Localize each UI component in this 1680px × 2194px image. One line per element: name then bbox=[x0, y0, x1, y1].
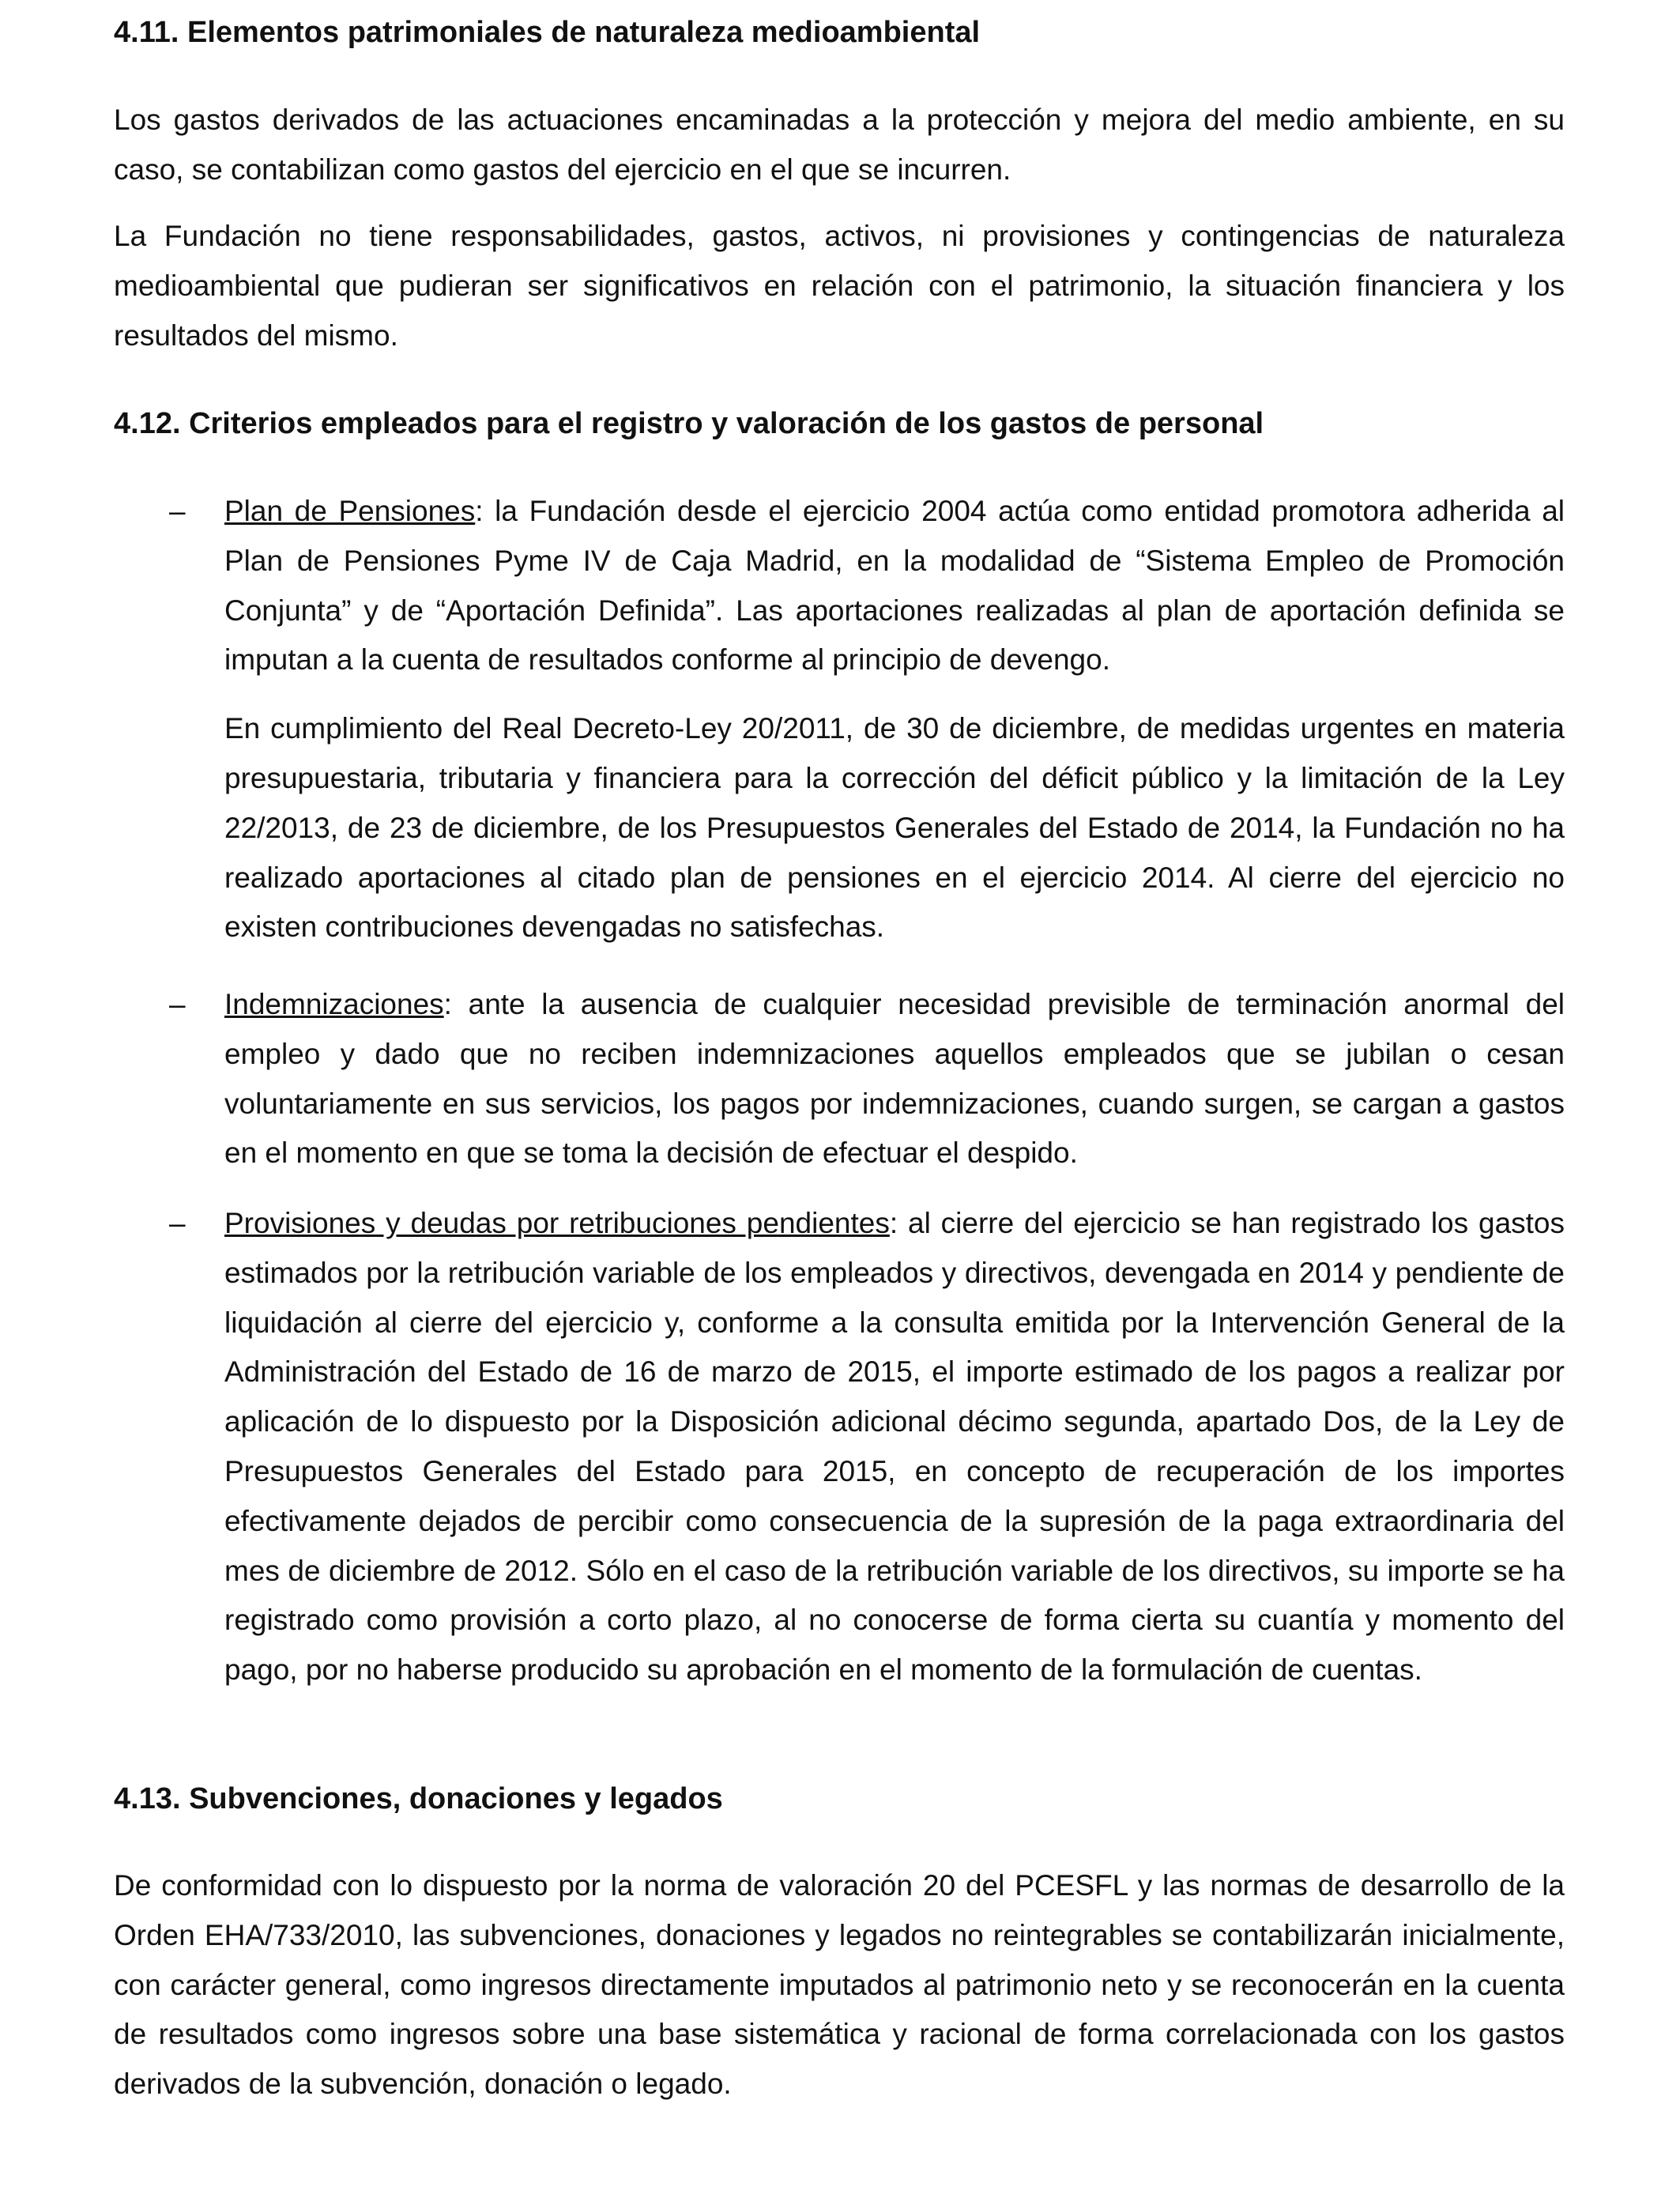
list-item-body bbox=[224, 980, 1565, 1178]
list-item-description: : la Fundación desde el ejercicio 2004 actúa como entidad promotora adherida al Plan de Pensiones Pyme IV de Caja Madrid, en la modalidad de “Sistema Empleo de Promoción Conjunta” y de “Aportación Definida”. Las aportaciones realizadas al plan de aportación definida se imputan a la cuenta de resultados conforme al principio de devengo. bbox=[224, 495, 1565, 677]
list-item-term: Plan de Pensiones bbox=[224, 495, 476, 527]
section-heading-4-11: 4.11. Elementos patrimoniales de naturaleza medioambiental bbox=[114, 16, 981, 49]
list-item-text bbox=[224, 980, 1565, 1178]
list-bullet: – bbox=[169, 1207, 186, 1239]
list-item-term: Indemnizaciones bbox=[224, 988, 444, 1020]
section-heading-4-13: 4.13. Subvenciones, donaciones y legados bbox=[114, 1782, 723, 1815]
list-item-description: : ante la ausencia de cualquier necesidad previsible de terminación anormal del empleo y dado que no reciben indemnizaciones aquellos empleados que se jubilan o cesan voluntariamente en sus servicios, los pagos por indemnizaciones, cuando surgen, se cargan a gastos en el momento en que se toma la decisión de efectuar el despido. bbox=[224, 988, 1565, 1170]
list-item-provisiones bbox=[114, 1199, 1565, 1695]
section-4-11-paragraph-1: Los gastos derivados de las actuaciones encaminadas a la protección y mejora del medio ambiente, en su caso, se contabilizan como gastos del ejercicio en el que se incurren. bbox=[114, 104, 1565, 186]
list-item-text bbox=[224, 1199, 1565, 1695]
list-item-text bbox=[224, 487, 1565, 685]
section-4-11-paragraph-2: La Fundación no tiene responsabilidades, gastos, activos, ni provisiones y contingencias de naturaleza medioambiental que pudieran ser significativos en relación con el patrimonio, la situación financiera y los resultados del mismo. bbox=[114, 220, 1565, 352]
list-item-body bbox=[224, 487, 1565, 952]
list-item-description: : al cierre del ejercicio se han registrado los gastos estimados por la retribución variable de los empleados y directivos, devengada en 2014 y pendiente de liquidación al cierre del ejercicio y, conforme a la consulta emitida por la Intervención General de la Administración del Estado de 16 de marzo de 2015, el importe estimado de los pagos a realizar por aplicación de lo dispuesto por la Disposición adicional décimo segunda, apartado Dos, de la Ley de Presupuestos Generales del Estado para 2015, en concepto de recuperación de los importes efectivamente dejados de percibir como consecuencia de la supresión de la paga extraordinaria del mes de diciembre de 2012. Sólo en el caso de la retribución variable de los directivos, su importe se ha registrado como provisión a corto plazo, al no conocerse de forma cierta su cuantía y momento del pago, por no haberse producido su aprobación en el momento de la formulación de cuentas. bbox=[224, 1207, 1565, 1687]
list-item-indemnizaciones bbox=[114, 980, 1565, 1178]
section-4-13-paragraph-1: De conformidad con lo dispuesto por la norma de valoración 20 del PCESFL y las normas de desarrollo de la Orden EHA/733/2010, las subvenciones, donaciones y legados no reintegrables se contabilizarán inicialmente, con carácter general, como ingresos directamente imputados al patrimonio neto y se reconocerán en la cuenta de resultados como ingresos sobre una base sistemática y racional de forma correlacionada con los gastos derivados de la subvención, donación o legado. bbox=[114, 1869, 1565, 2101]
list-item-body bbox=[224, 1199, 1565, 1695]
section-heading-4-12: 4.12. Criterios empleados para el registro y valoración de los gastos de personal bbox=[114, 407, 1264, 440]
list-item-extra-paragraph: En cumplimiento del Real Decreto-Ley 20/2011, de 30 de diciembre, de medidas urgentes en materia presupuestaria, tributaria y financiera para la corrección del déficit público y la limitación de la Ley 22/2013, de 23 de diciembre, de los Presupuestos Generales del Estado de 2014, la Fundación no ha realizado aportaciones al citado plan de pensiones en el ejercicio 2014. Al cierre del ejercicio no existen contribuciones devengadas no satisfechas. bbox=[224, 712, 1565, 944]
list-item-term: Provisiones y deudas por retribuciones pendientes bbox=[224, 1207, 890, 1239]
list-bullet: – bbox=[169, 495, 186, 527]
list-bullet: – bbox=[169, 988, 186, 1020]
list-item-plan-pensiones bbox=[114, 487, 1565, 952]
